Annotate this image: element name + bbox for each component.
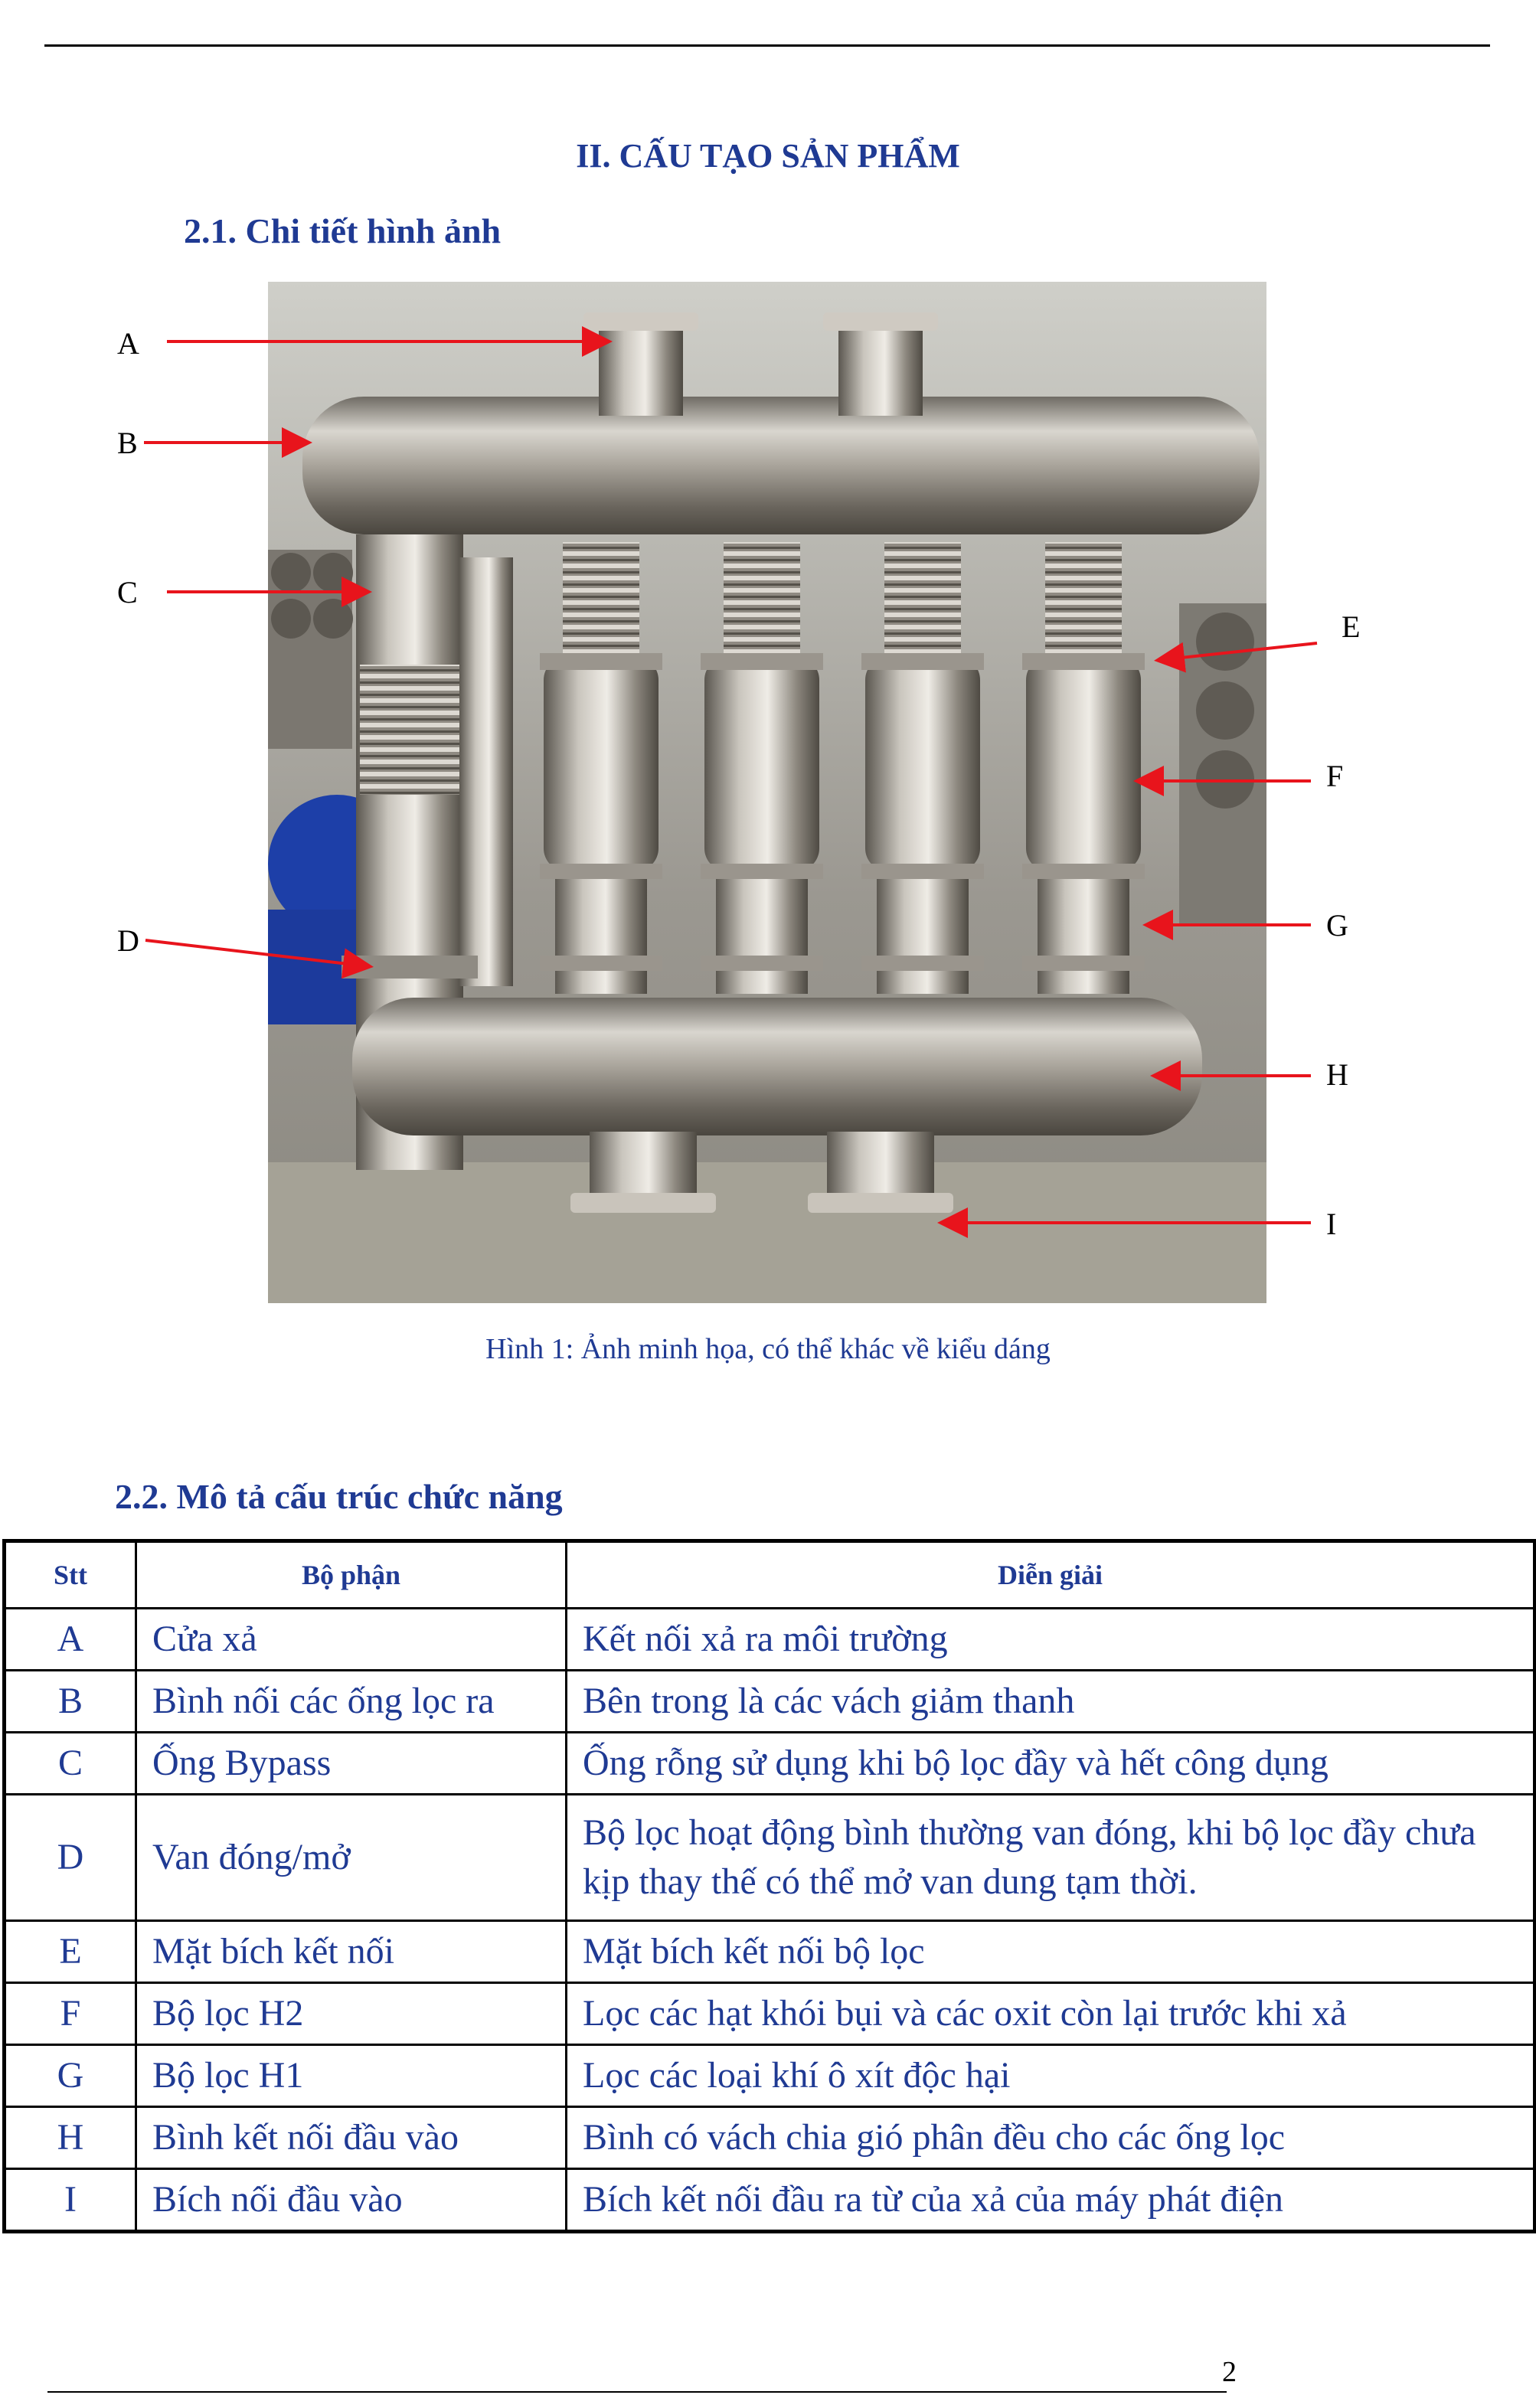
cell-desc: Kết nối xả ra môi trường	[567, 1609, 1535, 1671]
cell-part: Bích nối đầu vào	[136, 2169, 567, 2232]
table-row	[5, 1983, 1535, 2045]
footer-rule	[47, 2391, 1227, 2393]
cell-stt: D	[5, 1795, 136, 1921]
table-header-row	[5, 1541, 1535, 1609]
cell-stt: I	[5, 2169, 136, 2232]
callout-label-i: I	[1326, 1207, 1337, 1241]
cell-stt: C	[5, 1733, 136, 1795]
cell-desc: Ống rỗng sử dụng khi bộ lọc đầy và hết công dụng	[567, 1733, 1535, 1795]
cell-stt: H	[5, 2107, 136, 2169]
figure-caption: Hình 1: Ảnh minh họa, có thể khác về kiểu dáng	[485, 1333, 1051, 1365]
cell-part: Mặt bích kết nối	[136, 1921, 567, 1983]
callout-label-b: B	[117, 426, 138, 460]
callout-label-c: C	[117, 575, 138, 609]
callout-label-d: D	[117, 923, 139, 958]
table-row	[5, 2045, 1535, 2107]
section-title: II. CẤU TẠO SẢN PHẨM	[576, 137, 960, 175]
structure-table	[2, 1539, 1536, 2233]
cell-stt: B	[5, 1671, 136, 1733]
table-row	[5, 1733, 1535, 1795]
callout-label-e: E	[1342, 609, 1361, 644]
table-row	[5, 2107, 1535, 2169]
cell-desc: Mặt bích kết nối bộ lọc	[567, 1921, 1535, 1983]
cell-stt: G	[5, 2045, 136, 2107]
table-row	[5, 1609, 1535, 1671]
cell-part: Bình nối các ống lọc ra	[136, 1671, 567, 1733]
callout-label-h: H	[1326, 1057, 1348, 1092]
cell-part: Van đóng/mở	[136, 1795, 567, 1921]
cell-desc: Bên trong là các vách giảm thanh	[567, 1671, 1535, 1733]
cell-stt: F	[5, 1983, 136, 2045]
header-desc: Diễn giải	[567, 1541, 1535, 1609]
cell-part: Cửa xả	[136, 1609, 567, 1671]
callout-label-f: F	[1326, 759, 1344, 793]
callout-label-a: A	[117, 326, 139, 361]
table-row	[5, 1921, 1535, 1983]
cell-part: Ống Bypass	[136, 1733, 567, 1795]
cell-desc: Bộ lọc hoạt động bình thường van đóng, khi bộ lọc đầy chưa kịp thay thế có thể mở van dung tạm thời.	[567, 1795, 1535, 1921]
cell-desc: Lọc các hạt khói bụi và các oxit còn lại trước khi xả	[567, 1983, 1535, 2045]
callout-label-g: G	[1326, 908, 1348, 943]
cell-part: Bình kết nối đầu vào	[136, 2107, 567, 2169]
subsection-title-structure: 2.2. Mô tả cấu trúc chức năng	[115, 1477, 563, 1516]
header-part: Bộ phận	[136, 1541, 567, 1609]
page-number: 2	[1222, 2356, 1237, 2388]
table-row	[5, 1795, 1535, 1921]
cell-desc: Lọc các loại khí ô xít độc hại	[567, 2045, 1535, 2107]
table-row	[5, 2169, 1535, 2232]
arrow-e	[1160, 643, 1317, 660]
cell-stt: A	[5, 1609, 136, 1671]
cell-desc: Bích kết nối đầu ra từ của xả của máy phát điện	[567, 2169, 1535, 2232]
cell-stt: E	[5, 1921, 136, 1983]
cell-desc: Bình có vách chia gió phân đều cho các ống lọc	[567, 2107, 1535, 2169]
cell-part: Bộ lọc H1	[136, 2045, 567, 2107]
subsection-title-image: 2.1. Chi tiết hình ảnh	[184, 211, 502, 250]
table-row	[5, 1671, 1535, 1733]
header-stt: Stt	[5, 1541, 136, 1609]
arrow-d	[145, 940, 368, 966]
cell-part: Bộ lọc H2	[136, 1983, 567, 2045]
